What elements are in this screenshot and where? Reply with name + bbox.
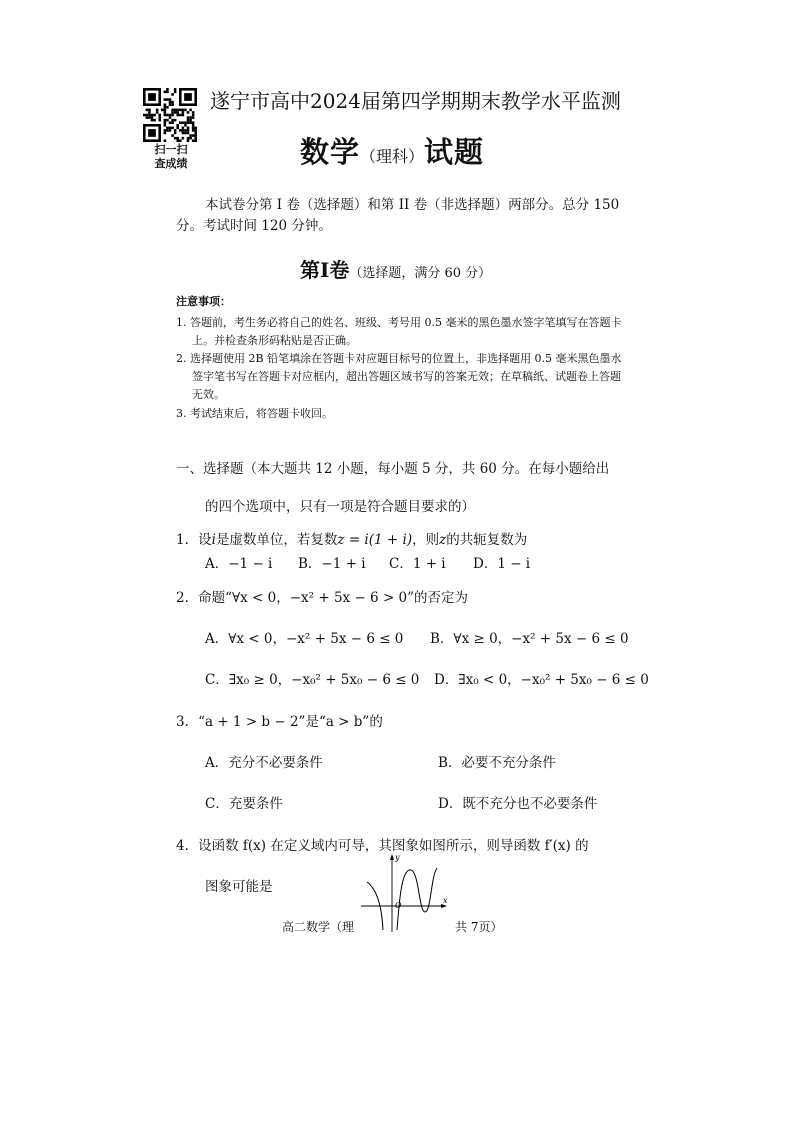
q2-option-d: D．∃x₀ < 0，−x₀² + 5x₀ − 6 ≤ 0 [434,672,649,688]
q1-option-b: B．−1 + i [298,556,366,572]
q1-option-c: C．1 + i [389,556,446,572]
q2-option-c: C．∃x₀ ≥ 0，−x₀² + 5x₀ − 6 ≤ 0 [205,672,420,688]
q3-option-c: C．充要条件 [205,796,283,812]
q3-option-b: B．必要不充分条件 [438,755,556,771]
section1-subtitle: （选择题，满分 60 分） [349,266,492,281]
note-line: 2. 选择题使用 2B 铅笔填涂在答题卡对应题目标号的位置上，非选择题用 0.5 毫米黑色墨水 [176,352,622,365]
q3-option-d: D．既不充分也不必要条件 [438,796,598,812]
x-axis-label: x [443,896,448,905]
q3-option-a: A．充分不必要条件 [205,755,323,771]
part1-line1: 一、选择题（本大题共 12 小题，每小题 5 分，共 60 分。在每小题给出 [176,461,610,477]
curve-right-branch [397,868,437,930]
exam-title: 遂宁市高中2024届第四学期期末教学水平监测 [210,89,621,113]
q1-option-d: D．1 − i [473,556,531,572]
q1-stem-i: i [211,532,216,548]
q1-stem [176,528,527,548]
subject-main: 数学 [300,135,361,169]
intro-line2: 分。考试时间 120 分钟。 [176,218,332,234]
footer-left: 高二数学（理 [282,920,355,934]
note-line: 上。并检查条形码粘贴是否正确。 [192,334,357,347]
subject-paren: （理科） [360,147,425,166]
note-line: 无效。 [192,388,225,401]
section1-heading [300,254,491,283]
q4-stem: 4．设函数 f(x) 在定义域内可导，其图象如图所示，则导函数 f′(x) 的 [176,838,589,854]
q4-line2: 图象可能是 [205,879,273,895]
q2-option-a: A．∀x < 0，−x² + 5x − 6 ≤ 0 [205,631,404,647]
q1-option-a: A．−1 − i [205,556,273,572]
section1-title: 第Ⅰ卷 [300,258,350,282]
note-line: 3. 考试结束后，将答题卡收回。 [176,407,333,420]
q1-stem-c: ，则 [412,532,440,548]
qr-code [143,88,197,142]
y-axis-label: y [395,853,400,862]
q1-stem-b: 是虚数单位，若复数 [215,532,338,548]
subject-title [300,130,484,171]
subject-tail: 试题 [424,135,485,169]
q3-stem: 3．“a + 1 > b − 2”是“a > b”的 [176,714,383,730]
notes-heading: 注意事项： [176,295,231,308]
function-graph [355,850,455,935]
q1-stem-a: 1．设 [176,532,212,548]
qr-caption-line1: 扫一扫 [154,143,188,156]
note-line: 签字笔书写在答题卡对应框内，超出答题区域书写的答案无效；在草稿纸、试题卷上答题 [192,370,621,383]
intro-line1: 本试卷分第 I 卷（选择题）和第 II 卷（非选择题）两部分。总分 150 [205,197,620,213]
q1-stem-d: 的共轭复数为 [446,532,528,548]
note-line: 1. 答题前，考生务必将自己的姓名、班级、考号用 0.5 毫米的黑色墨水签字笔填写在答题卡 [176,316,622,329]
footer-right: 共 7页） [455,920,503,934]
origin-label: O [395,901,402,910]
q1-stem-expr: z = i(1 + i) [337,532,413,548]
part1-line2: 的四个选项中，只有一项是符合题目要求的） [205,499,475,515]
y-axis-arrow [390,854,394,860]
q2-option-b: B．∀x ≥ 0，−x² + 5x − 6 ≤ 0 [430,631,629,647]
q2-stem: 2．命题“∀x < 0，−x² + 5x − 6 > 0”的否定为 [176,590,469,606]
q1-stem-z: z [439,532,447,548]
qr-caption-line2: 查成绩 [154,157,188,170]
